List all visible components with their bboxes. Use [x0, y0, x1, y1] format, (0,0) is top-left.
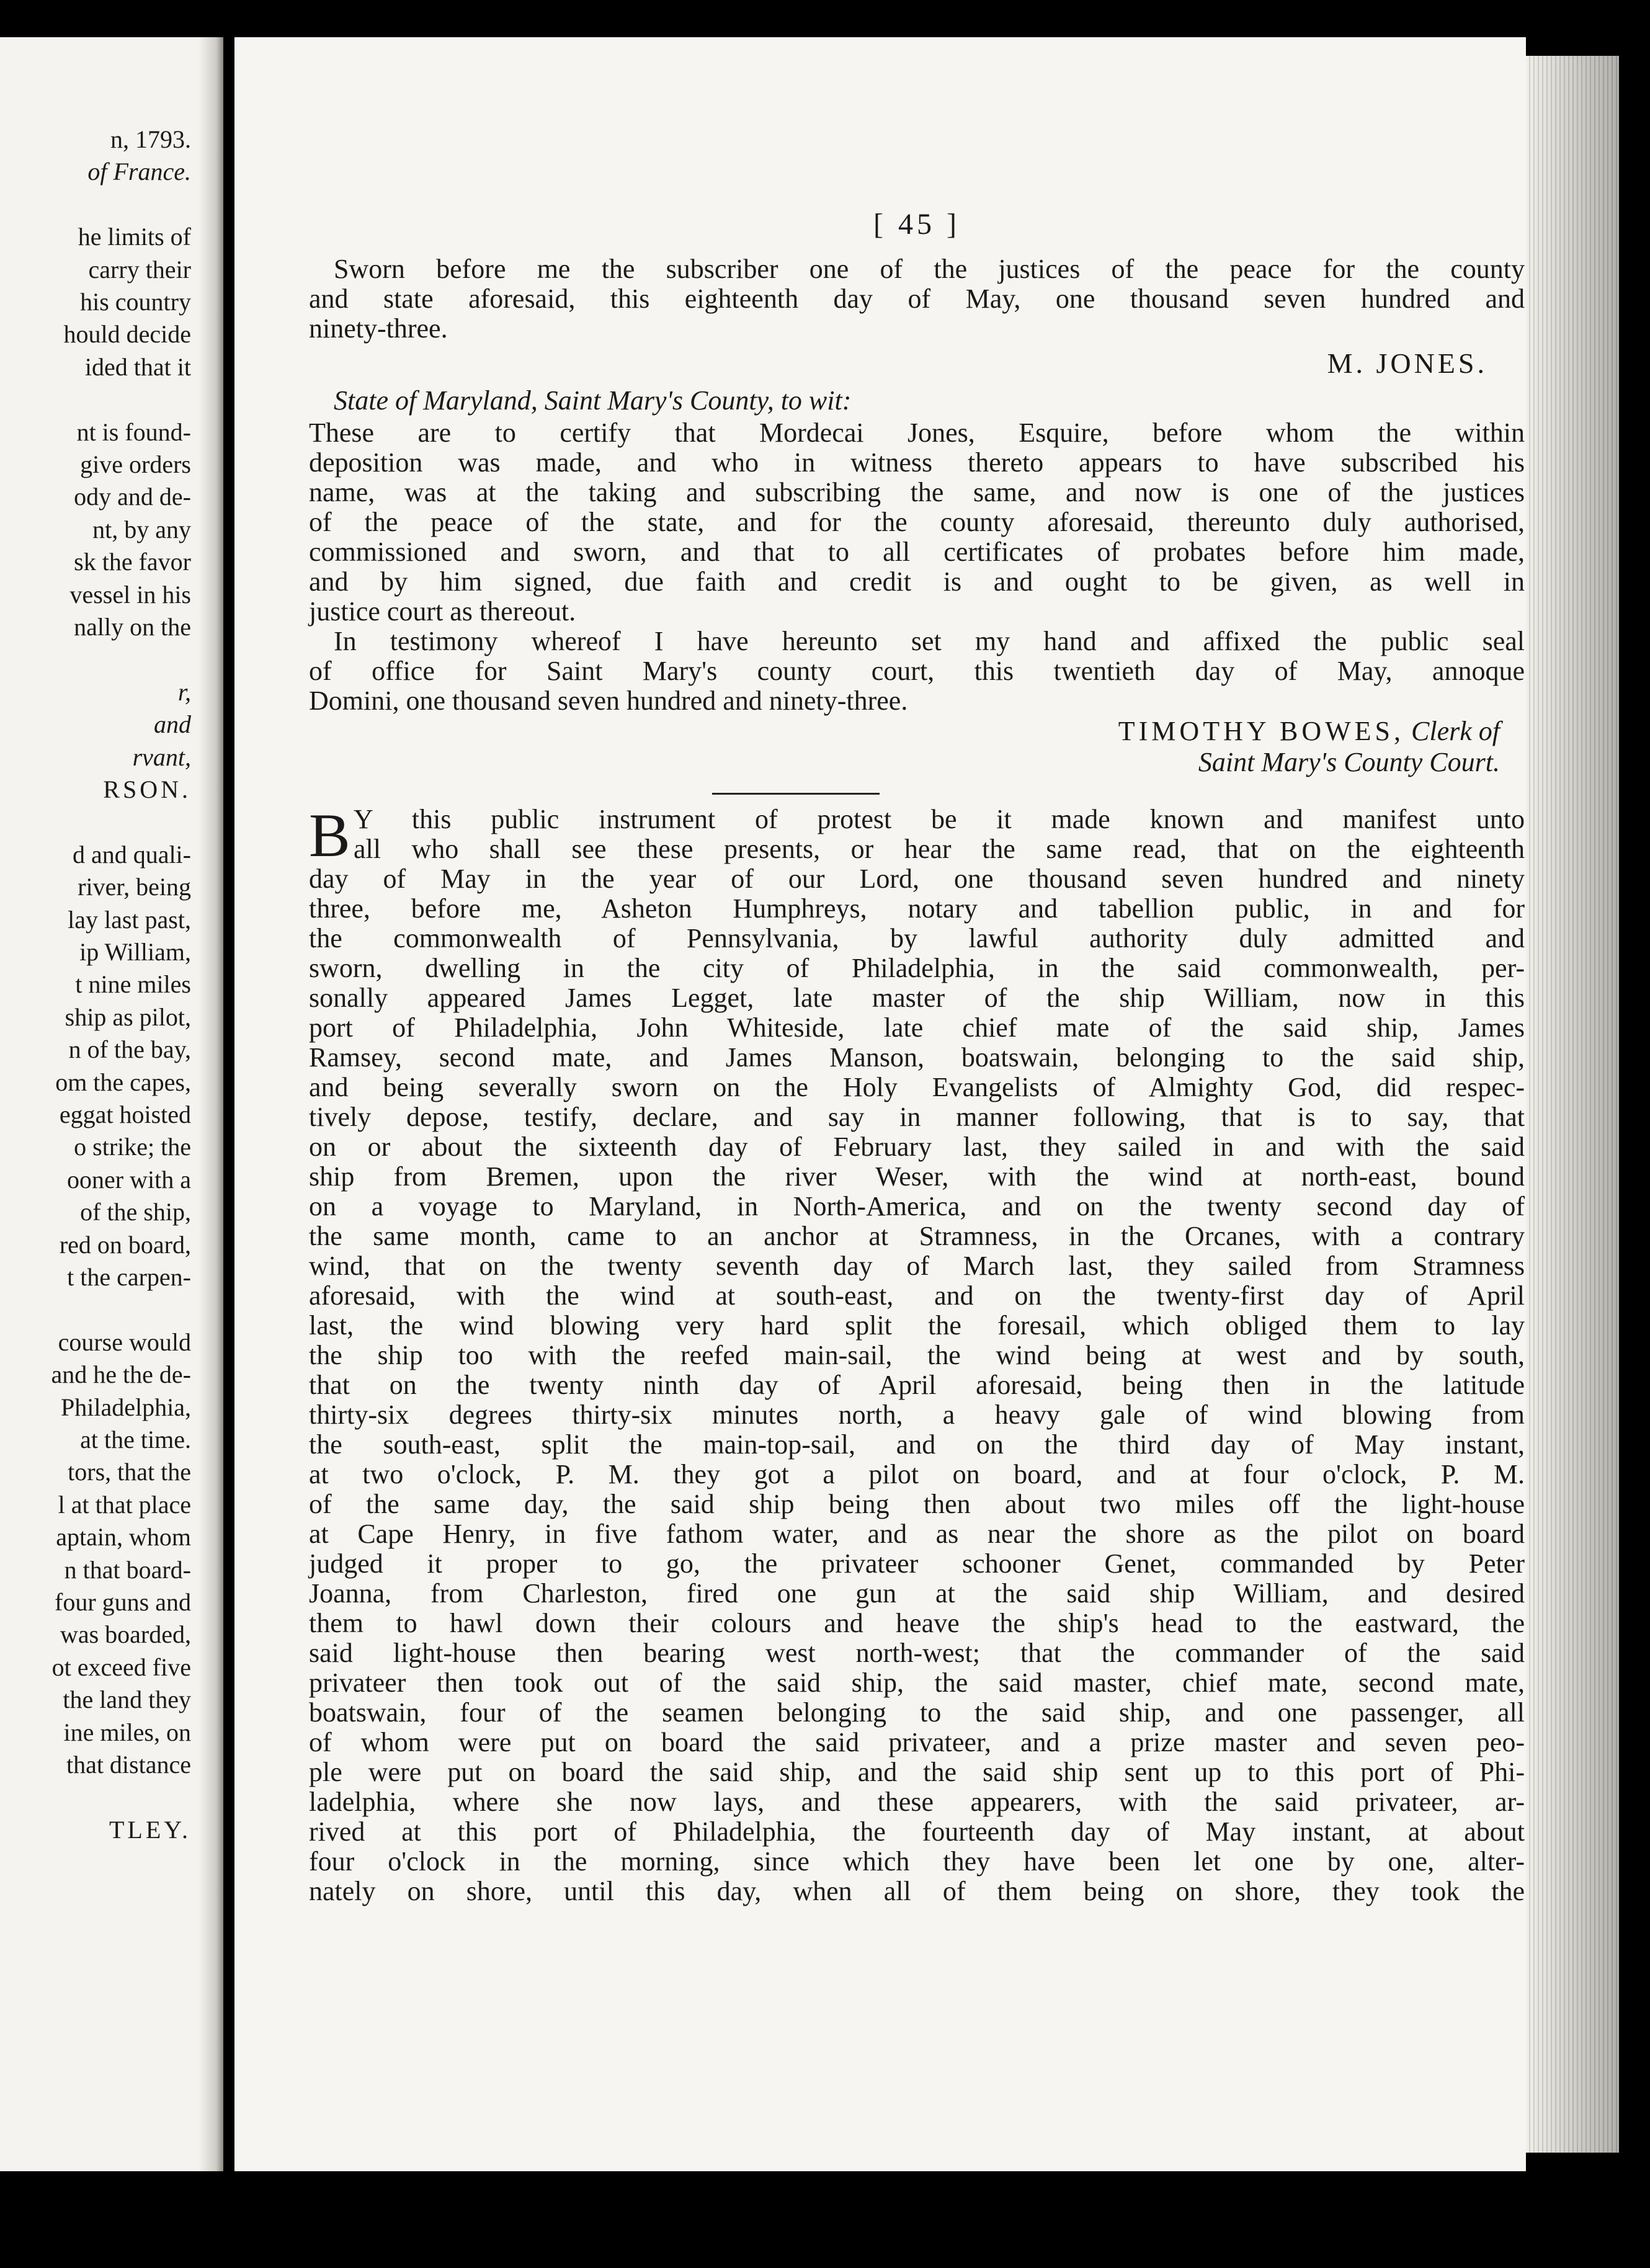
protest-line: the south-east, split the main-top-sail, and on the third day of May instant, [309, 1429, 1525, 1460]
protest-line: ladelphia, where she now lays, and these appearers, with the said privateer, ar- [309, 1787, 1525, 1817]
protest-line: the same month, came to an anchor at Stramness, in the Orcanes, with a contrary [309, 1221, 1525, 1251]
left-page-line: lay last past, [68, 905, 191, 934]
protest-line: rived at this port of Philadelphia, the fourteenth day of May instant, at about [309, 1816, 1525, 1847]
left-page-line: four guns and [55, 1588, 191, 1616]
protest-line: Ramsey, second mate, and James Manson, boatswain, belonging to the said ship, [309, 1042, 1525, 1073]
protest-line: at two o'clock, P. M. they got a pilot on board, and at four o'clock, P. M. [309, 1459, 1525, 1489]
bowes-title-2: Saint Mary's County Court. [1198, 747, 1500, 777]
protest-line: the commonwealth of Pennsylvania, by lawful authority duly admitted and [309, 923, 1525, 953]
left-page-line: of the ship, [80, 1198, 191, 1226]
protest-line: four o'clock in the morning, since which they have been let one by one, alter- [309, 1846, 1525, 1877]
section-divider [712, 793, 880, 795]
certify-line: name, was at the taking and subscribing the same, and now is one of the justices [309, 477, 1525, 507]
certify-line: commissioned and sworn, and that to all certificates of probates before him made, [309, 537, 1525, 567]
left-page-line: Philadelphia, [61, 1393, 191, 1421]
left-page-line: he limits of [78, 223, 191, 251]
left-page-line: ine miles, on [63, 1718, 191, 1746]
protest-line: last, the wind blowing very hard split the foresail, which obliged them to lay [309, 1310, 1525, 1341]
protest-line: on or about the sixteenth day of February last, they sailed in and with the said [309, 1132, 1525, 1162]
jones-signature: M. JONES. [1327, 347, 1487, 379]
left-page-line: hould decide [63, 320, 191, 349]
protest-line: aforesaid, with the wind at south-east, and on the twenty-first day of April [309, 1280, 1525, 1311]
left-page-line: give orders [80, 450, 191, 478]
left-page-line: l at that place [58, 1490, 191, 1519]
right-page-text [309, 200, 1525, 1906]
sworn-line: Sworn before me the subscriber one of the justices of the peace for the county [334, 254, 1525, 284]
protest-line: of whom were put on board the said privateer, and a prize master and seven peo- [309, 1727, 1525, 1757]
protest-line: nately on shore, until this day, when all of them being on shore, they took the [309, 1876, 1525, 1906]
left-page-line: and he the de- [51, 1360, 191, 1389]
left-page-line: ody and de- [74, 483, 191, 511]
left-page-line: his country [80, 288, 191, 316]
right-page [234, 37, 1526, 2171]
left-page-line: and [154, 710, 191, 739]
protest-line: Joanna, from Charleston, fired one gun at the said ship William, and desired [309, 1578, 1525, 1609]
left-page-line: om the capes, [55, 1068, 191, 1096]
bowes-name: TIMOTHY BOWES, [1118, 716, 1405, 746]
protest-line: privateer then took out of the said ship, the said master, chief mate, second mate, [309, 1668, 1525, 1698]
left-page-line: nally on the [74, 613, 191, 641]
protest-line: day of May in the year of our Lord, one thousand seven hundred and ninety [309, 864, 1525, 894]
left-page-line: o strike; the [74, 1133, 191, 1161]
left-page-line: r, [177, 677, 191, 706]
left-page-line: rvant, [132, 743, 191, 771]
left-page-line: t the carpen- [67, 1263, 191, 1291]
left-page-line: aptain, whom [56, 1523, 191, 1551]
left-page-line: n, 1793. [110, 125, 191, 153]
left-page-line: river, being [78, 873, 191, 901]
protest-paragraph [309, 801, 1525, 1906]
page-number: [ 45 ] [873, 208, 960, 241]
left-page-line: d and quali- [72, 840, 191, 868]
protest-line: wind, that on the twenty seventh day of March last, they sailed from Stramness [309, 1251, 1525, 1281]
protest-line: Y this public instrument of protest be it made known and manifest unto [354, 804, 1525, 834]
left-page-line: ip William, [79, 938, 191, 966]
left-page-line: red on board, [59, 1230, 191, 1259]
left-page-line: nt is found- [76, 417, 191, 446]
left-page-line: tors, that the [68, 1458, 191, 1486]
left-page-line: ooner with a [67, 1165, 191, 1194]
testimony-line: of office for Saint Mary's county court, this twentieth day of May, annoque [309, 656, 1525, 686]
left-page-line: ot exceed five [51, 1653, 191, 1681]
left-page-line: ship as pilot, [65, 1002, 191, 1031]
protest-line: tively depose, testify, declare, and say in manner following, that is to say, that [309, 1102, 1525, 1132]
protest-line: at Cape Henry, in five fathom water, and as near the shore as the pilot on board [309, 1519, 1525, 1549]
protest-line: the ship too with the reefed main-sail, the wind being at west and by south, [309, 1340, 1525, 1370]
state-heading: State of Maryland, Saint Mary's County, to wit: [334, 385, 852, 416]
left-page-line: course would [58, 1328, 191, 1356]
left-page-line: was boarded, [60, 1620, 191, 1649]
certify-line: and by him signed, due faith and credit is and ought to be given, as well in [309, 566, 1525, 597]
left-page-line: at the time. [80, 1426, 191, 1453]
left-page-line: RSON. [103, 775, 191, 803]
testimony-paragraph [309, 627, 1525, 716]
left-page-line: ided that it [84, 352, 191, 381]
left-page-line: n that board- [64, 1555, 191, 1584]
protest-line: ship from Bremen, upon the river Weser, with the wind at north-east, bound [309, 1161, 1525, 1192]
bowes-signature [309, 716, 1525, 747]
certify-line: deposition was made, and who in witness thereto appears to have subscribed his [309, 447, 1525, 478]
left-page-gutter [198, 37, 223, 2171]
protest-line: sonally appeared James Legget, late master of the ship William, now in this [309, 983, 1525, 1013]
certify-line: of the peace of the state, and for the county aforesaid, thereunto duly authorised, [309, 507, 1525, 537]
left-page [0, 37, 223, 2171]
drop-cap: B [309, 801, 350, 870]
left-page-line: of France. [87, 158, 191, 186]
left-page-line: that distance [66, 1751, 191, 1779]
protest-line: all who shall see these presents, or hear the same read, that on the eighteenth [354, 834, 1525, 864]
left-page-line: t nine miles [75, 970, 191, 999]
left-page-line: TLEY. [109, 1815, 191, 1844]
protest-line: three, before me, Asheton Humphreys, notary and tabellion public, in and for [309, 893, 1525, 924]
protest-line: ple were put on board the said ship, and the said ship sent up to this port of Phi- [309, 1757, 1525, 1787]
certify-line: These are to certify that Mordecai Jones, Esquire, before whom the within [309, 417, 1525, 448]
left-page-line: the land they [63, 1685, 191, 1714]
left-page-line: sk the favor [74, 548, 191, 576]
certify-paragraph [309, 418, 1525, 627]
protest-line: and being severally sworn on the Holy Evangelists of Almighty God, did respec- [309, 1072, 1525, 1102]
protest-line: judged it proper to go, the privateer schooner Genet, commanded by Peter [309, 1548, 1525, 1579]
protest-line: of the same day, the said ship being then about two miles off the light-house [309, 1489, 1525, 1519]
protest-line: thirty-six degrees thirty-six minutes north, a heavy gale of wind blowing from [309, 1400, 1525, 1430]
testimony-line: In testimony whereof I have hereunto set my hand and affixed the public seal [334, 626, 1525, 656]
protest-line: port of Philadelphia, John Whiteside, late chief mate of the said ship, James [309, 1012, 1525, 1043]
protest-lines [309, 801, 1525, 1906]
protest-line: sworn, dwelling in the city of Philadelphia, in the said commonwealth, per- [309, 953, 1525, 983]
bowes-title-1: Clerk of [1411, 716, 1500, 746]
protest-line: that on the twenty ninth day of April aforesaid, being then in the latitude [309, 1370, 1525, 1400]
left-page-line: carry their [88, 255, 191, 284]
page-edges [1526, 56, 1619, 2153]
testimony-line: Domini, one thousand seven hundred and ninety-three. [309, 685, 908, 716]
protest-line: on a voyage to Maryland, in North-America, and on the twenty second day of [309, 1191, 1525, 1221]
certify-line: justice court as thereout. [309, 596, 576, 627]
sworn-paragraph [309, 254, 1525, 344]
left-page-line: vessel in his [69, 580, 191, 609]
protest-line: said light-house then bearing west north-west; that the commander of the said [309, 1638, 1525, 1668]
left-page-line: eggat hoisted [59, 1101, 191, 1128]
protest-line: boatswain, four of the seamen belonging to the said ship, and one passenger, all [309, 1697, 1525, 1728]
left-page-line: n of the bay, [68, 1035, 191, 1064]
sworn-line: ninety-three. [309, 313, 448, 344]
protest-line: them to hawl down their colours and heave the ship's head to the eastward, the [309, 1608, 1525, 1638]
sworn-line: and state aforesaid, this eighteenth day of May, one thousand seven hundred and [309, 284, 1525, 314]
left-page-line: nt, by any [92, 515, 191, 543]
